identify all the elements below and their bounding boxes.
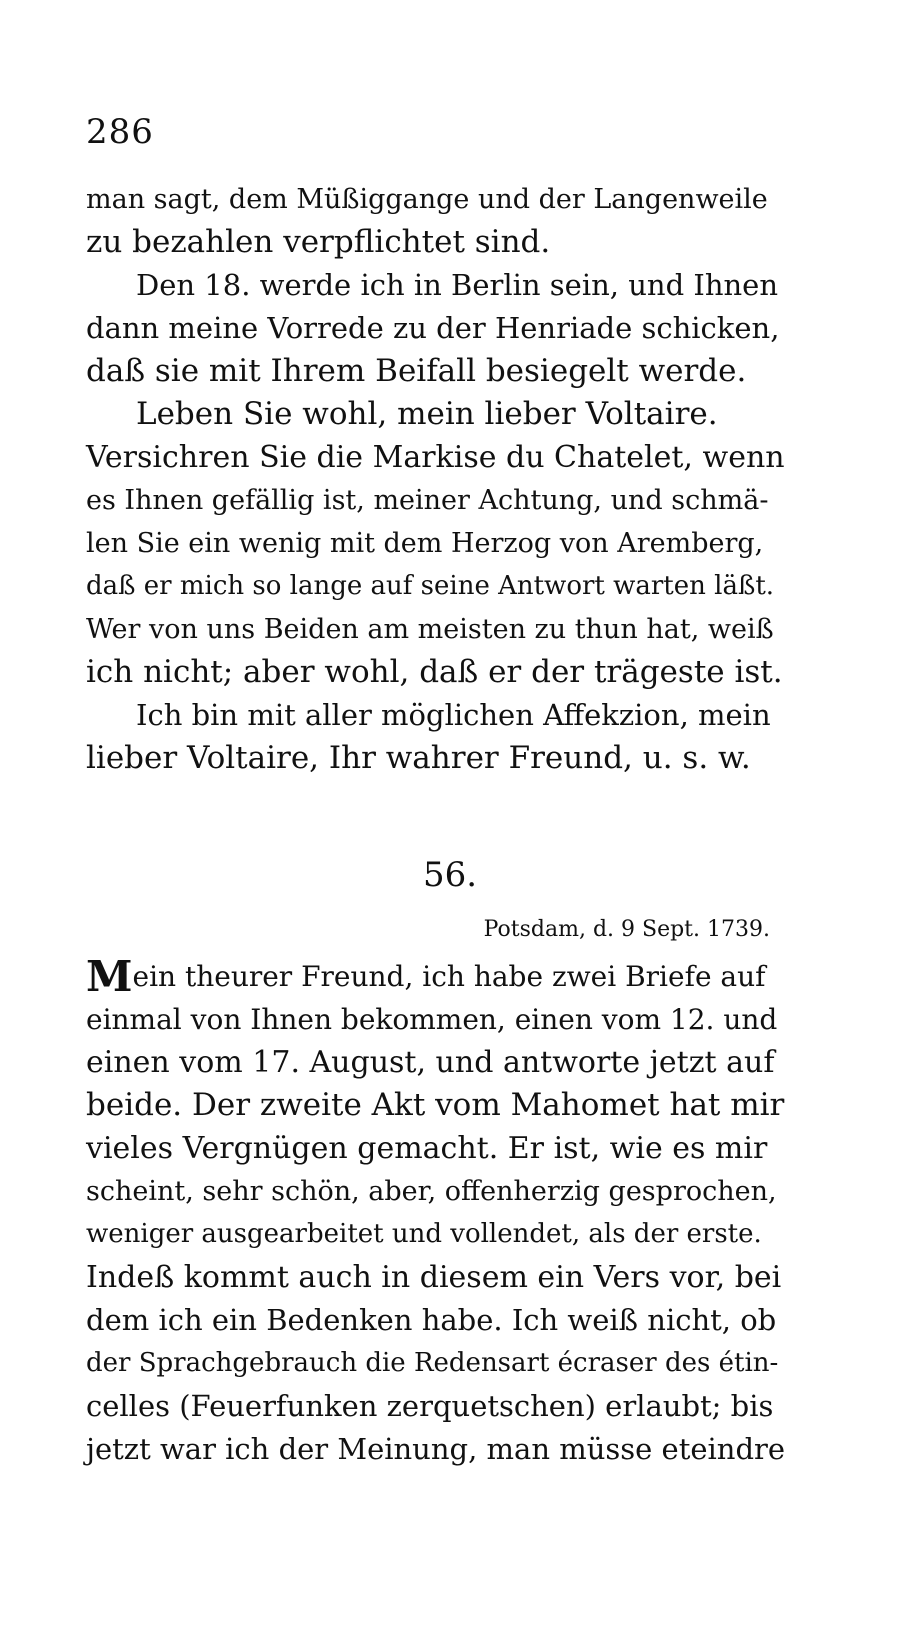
text-line: Versichren Sie die Markise du Chatelet, wenn — [86, 440, 785, 475]
text-line-first — [86, 952, 786, 1001]
first-section — [86, 178, 786, 780]
text-line: len Sie ein wenig mit dem Herzog von Aremberg, — [86, 528, 764, 559]
text-line: celles (Feuerfunken zerquetschen) erlaubt; bis — [86, 1389, 774, 1423]
text-line: weniger ausgearbeitet und vollendet, als der erste. — [86, 1219, 762, 1249]
text-line: einmal von Ihnen bekommen, einen vom 12. und — [86, 1003, 778, 1036]
text-line: daß sie mit Ihrem Beifall besiegelt werde. — [86, 353, 747, 389]
text-line: es Ihnen gefällig ist, meiner Achtung, und schmä- — [86, 485, 769, 516]
letter-number: 56. — [422, 855, 478, 895]
text-line: Wer von uns Beiden am meisten zu thun hat, weiß — [86, 614, 774, 645]
text-line: zu bezahlen verpflichtet sind. — [86, 224, 551, 260]
text-line: der Sprachgebrauch die Redensart écraser des étin- — [86, 1348, 779, 1378]
letter-body — [86, 952, 786, 1471]
text-line: scheint, sehr schön, aber, offenherzig gesprochen, — [86, 1176, 777, 1207]
text-line: ein theurer Freund, ich habe zwei Briefe auf — [132, 960, 766, 993]
text-line: beide. Der zweite Akt vom Mahomet hat mir — [86, 1087, 785, 1123]
drop-cap: M — [86, 952, 133, 1001]
text-line: Den 18. werde ich in Berlin sein, und Ihnen — [136, 268, 779, 302]
text-line: vieles Vergnügen gemacht. Er ist, wie es mir — [86, 1131, 768, 1166]
text-line: einen vom 17. August, und antworte jetzt auf — [86, 1045, 775, 1080]
text-line: lieber Voltaire, Ihr wahrer Freund, u. s. w. — [86, 740, 751, 776]
text-line: man sagt, dem Müßiggange und der Langenweile — [86, 184, 768, 215]
text-line: Ich bin mit aller möglichen Affekzion, mein — [136, 698, 771, 732]
text-line: ich nicht; aber wohl, daß er der trägeste ist. — [86, 654, 783, 690]
text-line: dann meine Vorrede zu der Henriade schicken, — [86, 311, 780, 345]
text-line: Leben Sie wohl, mein lieber Voltaire. — [136, 396, 718, 432]
text-line: jetzt war ich der Meinung, man müsse eteindre — [86, 1432, 786, 1466]
text-line: dem ich ein Bedenken habe. Ich weiß nicht, ob — [86, 1303, 777, 1337]
letter-dateline: Potsdam, d. 9 Sept. 1739. — [483, 917, 770, 942]
text-line: Indeß kommt auch in diesem ein Vers vor, bei — [86, 1260, 782, 1295]
page-number: 286 — [86, 112, 154, 152]
text-line: daß er mich so lange auf seine Antwort warten läßt. — [86, 571, 775, 601]
